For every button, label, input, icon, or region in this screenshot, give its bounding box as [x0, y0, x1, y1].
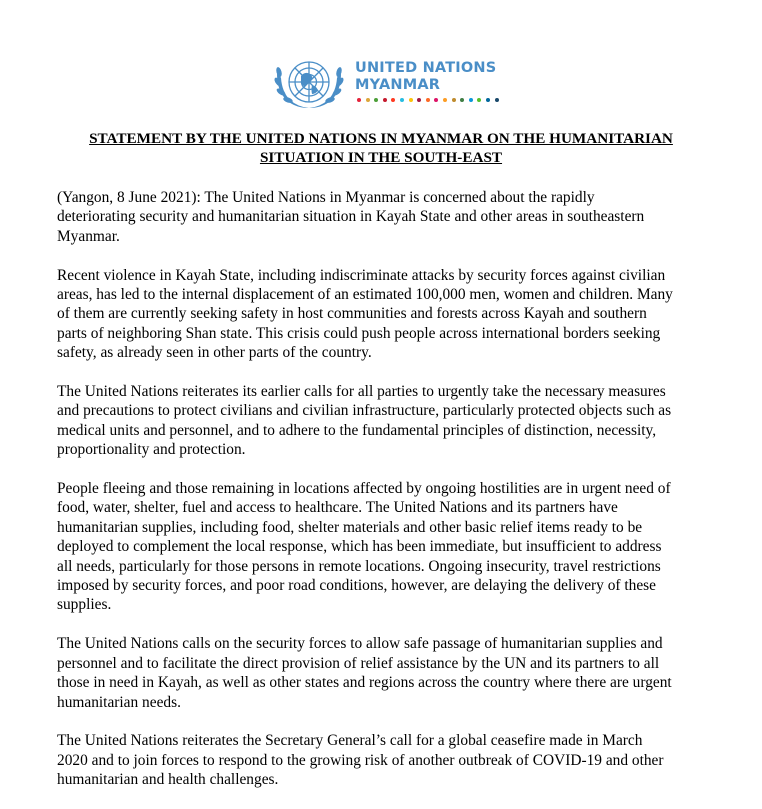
paragraph-line: personnel and to facilitate the direct provision of relief assistance by the UN and its partners to all	[57, 654, 660, 672]
paragraph-line: The United Nations reiterates the Secretary General’s call for a global ceasefire made in March	[57, 732, 643, 750]
paragraph-line: Myanmar.	[57, 227, 120, 245]
paragraph-line: parts of neighboring Shan state. This crisis could push people across international borders seeking	[57, 324, 661, 342]
color-dot	[417, 98, 421, 102]
color-dot	[374, 98, 378, 102]
paragraph-line: deteriorating security and humanitarian situation in Kayah State and other areas in southeastern	[57, 208, 645, 226]
color-dot	[426, 98, 430, 102]
paragraph-line: imposed by security forces, and poor road conditions, however, are delaying the delivery of these	[57, 577, 657, 595]
paragraph-line: humanitarian and health challenges.	[57, 771, 279, 789]
statement-body	[57, 188, 727, 809]
paragraph-line: humanitarian needs.	[57, 693, 181, 711]
color-dot	[486, 98, 490, 102]
color-dot	[495, 98, 499, 102]
color-dot	[434, 98, 438, 102]
paragraph-line: of them are currently seeking safety in host communities and forests across Kayah and southern	[57, 305, 647, 323]
paragraph	[57, 188, 727, 246]
un-emblem-icon	[268, 52, 350, 114]
org-name	[355, 60, 496, 94]
color-dot	[443, 98, 447, 102]
color-dot	[400, 98, 404, 102]
paragraph-line: all needs, particularly for those persons in remote locations. Ongoing insecurity, travel restrictions	[57, 557, 661, 575]
org-name-line2: MYANMAR	[355, 77, 441, 93]
paragraph-line: People fleeing and those remaining in locations affected by ongoing hostilities are in urgent need of	[57, 480, 671, 498]
color-dot	[452, 98, 456, 102]
paragraph-line: deployed to complement the local response, which has been immediate, but insufficient to address	[57, 538, 662, 556]
color-dot	[460, 98, 464, 102]
color-dot	[366, 98, 370, 102]
paragraph	[57, 266, 727, 363]
color-dot	[409, 98, 413, 102]
title-line: SITUATION IN THE SOUTH-EAST	[259, 149, 503, 166]
statement-title	[40, 129, 722, 167]
color-dot	[357, 98, 361, 102]
paragraph-line: 2020 and to join forces to respond to the growing risk of another outbreak of COVID-19 and other	[57, 751, 664, 769]
paragraph-line: (Yangon, 8 June 2021): The United Nations in Myanmar is concerned about the rapidly	[57, 189, 595, 206]
org-name-line1: UNITED NATIONS	[355, 60, 497, 76]
paragraph-line: and precautions to protect civilians and civilian infrastructure, particularly protected objects such as	[57, 402, 672, 420]
paragraph-line: proportionality and protection.	[57, 441, 246, 459]
paragraph-line: supplies.	[57, 596, 112, 614]
color-dots-bar	[357, 98, 499, 102]
paragraph-line: The United Nations reiterates its earlier calls for all parties to urgently take the necessary measures	[57, 383, 666, 401]
color-dot	[477, 98, 481, 102]
paragraph-line: Recent violence in Kayah State, including indiscriminate attacks by security forces against civilian	[57, 266, 666, 284]
paragraph-line: food, water, shelter, fuel and access to healthcare. The United Nations and its partners have	[57, 499, 618, 517]
paragraph	[57, 731, 727, 789]
paragraph-line: The United Nations calls on the security forces to allow safe passage of humanitarian supplies and	[57, 635, 663, 653]
color-dot	[469, 98, 473, 102]
paragraph	[57, 634, 727, 712]
paragraph-line: humanitarian supplies, including food, shelter materials and other basic relief items ready to be	[57, 518, 643, 536]
paragraph-line: safety, as already seen in other parts of the country.	[57, 344, 372, 362]
paragraph	[57, 479, 727, 615]
color-dot	[391, 98, 395, 102]
color-dot	[383, 98, 387, 102]
paragraph	[57, 382, 727, 460]
paragraph-line: those in need in Kayah, as well as other states and regions across the country where there are urgent	[57, 674, 672, 692]
paragraph-line: medical units and personnel, and to adhere to the fundamental principles of distinction, necessity,	[57, 421, 657, 439]
title-line: STATEMENT BY THE UNITED NATIONS IN MYANMAR ON THE HUMANITARIAN	[89, 130, 673, 147]
paragraph-line: areas, has led to the internal displacement of an estimated 100,000 men, women and children. Many	[57, 286, 673, 304]
un-myanmar-logo	[268, 52, 518, 114]
